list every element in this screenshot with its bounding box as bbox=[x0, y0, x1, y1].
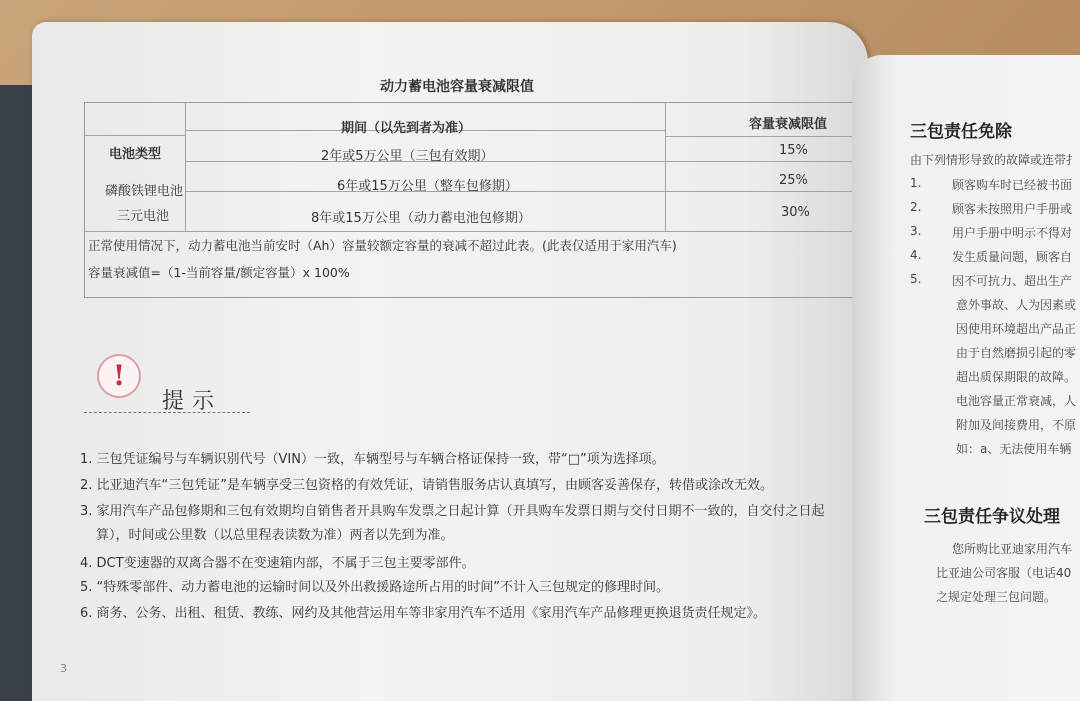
exemption-item-2: 顾客未按照用户手册或 bbox=[952, 202, 1073, 216]
battery-type-lfp: 磷酸铁锂电池 bbox=[105, 184, 184, 199]
header-period: 期间（以先到者为准） bbox=[341, 121, 472, 136]
exemption-num-5: 5. bbox=[910, 272, 922, 286]
table-rule bbox=[185, 103, 186, 231]
decay-formula: 容量衰减值=（1-当前容量/额定容量）x 100% bbox=[88, 265, 350, 280]
tips-heading: 提示 bbox=[162, 389, 223, 414]
table-rule bbox=[185, 161, 853, 162]
exemption-num-4: 4. bbox=[910, 248, 922, 262]
exemption-num-2: 2. bbox=[910, 200, 922, 214]
table-title: 动力蓄电池容量衰减限值 bbox=[380, 79, 534, 95]
exemption-item-5-line: 电池容量正常衰减，人 bbox=[956, 394, 1077, 408]
exemption-num-1: 1. bbox=[910, 176, 922, 190]
dispute-line-1: 您所购比亚迪家用汽车 bbox=[952, 542, 1073, 556]
period-row-1: 2年或5万公里（三包有效期） bbox=[321, 149, 494, 164]
limit-row-3: 30% bbox=[781, 205, 810, 220]
exemption-item-3: 用户手册中明示不得对 bbox=[952, 226, 1073, 240]
table-rule bbox=[665, 103, 666, 231]
exemption-item-4: 发生质量问题，顾客自 bbox=[952, 250, 1073, 264]
dispute-line-2: 比亚迪公司客服（电话40 bbox=[936, 566, 1072, 580]
tip-item-5: 5. “特殊零部件、动力蓄电池的运输时间以及外出救援路途所占用的时间”不计入三包规定的修理时间。 bbox=[80, 580, 670, 595]
dispute-line-3: 之规定处理三包问题。 bbox=[936, 590, 1057, 604]
exemption-num-3: 3. bbox=[910, 224, 922, 238]
capacity-decay-table bbox=[84, 102, 854, 298]
table-rule bbox=[85, 135, 185, 136]
table-note: 正常使用情况下，动力蓄电池当前安时（Ah）容量较额定容量的衰减不超过此表。(此表仅适用于家用汽车) bbox=[88, 238, 677, 253]
tip-item-4: 4. DCT变速器的双离合器不在变速箱内部，不属于三包主要零部件。 bbox=[80, 556, 475, 571]
tips-divider bbox=[84, 412, 250, 413]
exemption-intro: 由下列情形导致的故障或连带扌 bbox=[910, 153, 1079, 167]
right-page bbox=[852, 55, 1080, 701]
exemption-item-5-line: 由于自然磨损引起的零 bbox=[956, 346, 1077, 360]
table-rule bbox=[85, 231, 853, 232]
limit-row-1: 15% bbox=[779, 143, 808, 158]
tip-item-3-cont: 算），时间或公里数（以总里程表读数为准）两者以先到为准。 bbox=[96, 528, 454, 543]
table-rule bbox=[665, 136, 853, 137]
exemption-item-1: 顾客购车时已经被书面 bbox=[952, 178, 1073, 192]
page-number: 3 bbox=[60, 662, 67, 675]
exclamation-icon: ! bbox=[97, 354, 141, 398]
period-row-3: 8年或15万公里（动力蓄电池包修期） bbox=[311, 211, 531, 226]
header-decay-limit: 容量衰减限值 bbox=[749, 117, 828, 132]
exemption-item-5: 因不可抗力、超出生产 bbox=[952, 274, 1073, 288]
period-row-2: 6年或15万公里（整车包修期） bbox=[337, 179, 518, 194]
exemption-heading: 三包责任免除 bbox=[910, 122, 1012, 142]
battery-type-ternary: 三元电池 bbox=[117, 209, 170, 224]
header-battery-type: 电池类型 bbox=[109, 147, 162, 162]
limit-row-2: 25% bbox=[779, 173, 808, 188]
tip-item-1: 1. 三包凭证编号与车辆识别代号（VIN）一致，车辆型号与车辆合格证保持一致，带“□”项为选择项。 bbox=[80, 452, 665, 467]
exemption-item-5-line: 意外事故、人为因素或 bbox=[956, 298, 1077, 312]
exemption-item-5-line: 超出质保期限的故障。 bbox=[956, 370, 1077, 384]
tip-item-3: 3. 家用汽车产品包修期和三包有效期均自销售者开具购车发票之日起计算（开具购车发票日期与交付日期不一致的，自交付之日起 bbox=[80, 504, 825, 519]
tip-item-6: 6. 商务、公务、出租、租赁、教练、网约及其他营运用车等非家用汽车不适用《家用汽车产品修理更换退货责任规定》。 bbox=[80, 606, 767, 621]
exemption-item-5-line: 附加及间接费用，不原 bbox=[956, 418, 1077, 432]
exemption-item-5-line: 如：a、无法使用车辆 bbox=[956, 442, 1072, 456]
exemption-item-5-line: 因使用环境超出产品正 bbox=[956, 322, 1077, 336]
tip-item-2: 2. 比亚迪汽车“三包凭证”是车辆享受三包资格的有效凭证，请销售服务店认真填写，由顾客妥善保存，转借或涂改无效。 bbox=[80, 478, 774, 493]
dispute-heading: 三包责任争议处理 bbox=[924, 507, 1060, 527]
table-rule bbox=[185, 191, 853, 192]
